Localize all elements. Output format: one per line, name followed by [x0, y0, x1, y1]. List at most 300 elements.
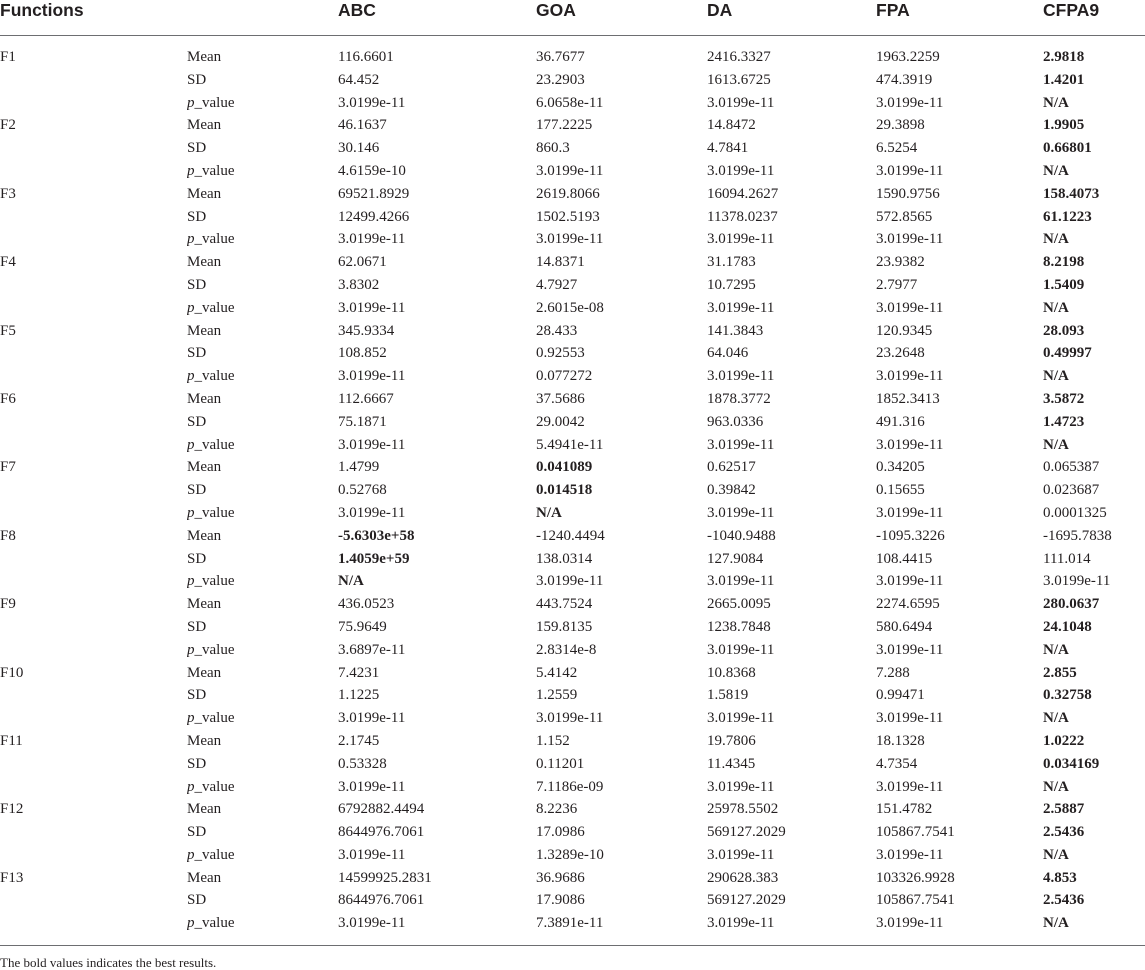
value-cell: 69521.8929 — [338, 185, 410, 202]
value-cell: 5.4142 — [536, 664, 578, 681]
stat-label-suffix: _value — [194, 846, 235, 863]
function-name-cell: F6 — [0, 390, 16, 407]
value-cell: 572.8565 — [876, 208, 933, 225]
value-cell: 4.7927 — [536, 276, 578, 293]
value-cell: 8.2198 — [1043, 254, 1085, 271]
table-row — [0, 434, 1145, 457]
value-cell: 138.0314 — [536, 550, 593, 567]
value-cell: 3.0199e-11 — [876, 231, 944, 248]
header-abc: ABC — [338, 0, 536, 36]
function-name-cell — [0, 137, 187, 160]
value-cell: 17.0986 — [536, 824, 585, 841]
function-name-cell: F7 — [0, 459, 16, 476]
stat-label-suffix: _value — [194, 915, 235, 932]
stat-label-cell: Mean — [187, 322, 222, 339]
value-cell: 1.0222 — [1043, 732, 1085, 749]
value-cell: 3.0199e-11 — [338, 710, 406, 727]
value-cell: 3.5872 — [1043, 390, 1085, 407]
stat-label-p: p — [187, 778, 195, 795]
value-cell: 3.6897e-11 — [338, 641, 406, 658]
header-stat — [187, 0, 338, 36]
table-row — [0, 365, 1145, 388]
value-cell: 2665.0095 — [707, 596, 771, 613]
value-cell: 4.7841 — [707, 140, 749, 157]
value-cell: N/A — [1043, 299, 1069, 316]
stat-label-cell: SD — [187, 892, 207, 909]
function-name-cell — [0, 502, 187, 525]
value-cell: 3.0199e-11 — [876, 710, 944, 727]
value-cell: 3.0199e-11 — [338, 368, 406, 385]
stat-label-cell — [187, 570, 338, 593]
value-cell: 4.6159e-10 — [338, 162, 406, 179]
value-cell: 3.0199e-11 — [707, 504, 775, 521]
value-cell: 3.0199e-11 — [338, 436, 406, 453]
function-name-cell — [0, 639, 187, 662]
value-cell: 151.4782 — [876, 801, 933, 818]
value-cell: 569127.2029 — [707, 892, 786, 909]
stat-label-suffix: _value — [194, 504, 235, 521]
table-row — [0, 753, 1145, 776]
value-cell: 6792882.4494 — [338, 801, 425, 818]
value-cell: 4.7354 — [876, 755, 918, 772]
function-name-cell — [0, 434, 187, 457]
table-body — [0, 36, 1145, 946]
function-name-cell — [0, 365, 187, 388]
value-cell: 14.8371 — [536, 254, 585, 271]
value-cell: 23.2648 — [876, 345, 925, 362]
value-cell: 108.852 — [338, 345, 387, 362]
value-cell: 0.92553 — [536, 345, 585, 362]
stat-label-cell — [187, 776, 338, 799]
function-name-cell — [0, 69, 187, 92]
value-cell: 0.49997 — [1043, 345, 1092, 362]
stat-label-cell: SD — [187, 755, 207, 772]
table-row — [0, 502, 1145, 525]
function-name-cell — [0, 92, 187, 115]
value-cell: 3.0199e-11 — [338, 94, 406, 111]
value-cell: 3.0199e-11 — [876, 778, 944, 795]
value-cell: 2.7977 — [876, 276, 918, 293]
function-name-cell — [0, 342, 187, 365]
stat-label-cell: Mean — [187, 664, 222, 681]
value-cell: 0.0001325 — [1043, 504, 1107, 521]
stat-label-suffix: _value — [194, 162, 235, 179]
value-cell: 105867.7541 — [876, 892, 955, 909]
value-cell: 0.034169 — [1043, 755, 1100, 772]
stat-label-p: p — [187, 299, 195, 316]
stat-label-cell: Mean — [187, 117, 222, 134]
table-row — [0, 411, 1145, 434]
table-row — [0, 388, 1145, 411]
table-row — [0, 456, 1145, 479]
value-cell: 443.7524 — [536, 596, 593, 613]
value-cell: 345.9334 — [338, 322, 395, 339]
value-cell: N/A — [1043, 436, 1069, 453]
value-cell: N/A — [338, 573, 364, 590]
value-cell: 75.9649 — [338, 618, 387, 635]
value-cell: 0.077272 — [536, 368, 593, 385]
stat-label-p: p — [187, 846, 195, 863]
stat-label-suffix: _value — [194, 436, 235, 453]
function-name-cell — [0, 844, 187, 867]
function-name-cell — [0, 297, 187, 320]
value-cell: 1852.3413 — [876, 390, 940, 407]
function-name-cell — [0, 684, 187, 707]
header-fpa: FPA — [876, 0, 1043, 36]
value-cell: 12499.4266 — [338, 208, 410, 225]
stat-label-cell: Mean — [187, 869, 222, 886]
value-cell: 3.0199e-11 — [876, 504, 944, 521]
value-cell: N/A — [1043, 641, 1069, 658]
function-name-cell: F11 — [0, 732, 23, 749]
function-name-cell — [0, 479, 187, 502]
value-cell: 3.0199e-11 — [876, 641, 944, 658]
value-cell: 3.0199e-11 — [338, 846, 406, 863]
value-cell: 1.4799 — [338, 459, 380, 476]
value-cell: 436.0523 — [338, 596, 395, 613]
value-cell: 14.8472 — [707, 117, 756, 134]
table-row — [0, 844, 1145, 867]
value-cell: 8644976.7061 — [338, 892, 425, 909]
value-cell: 2.855 — [1043, 664, 1077, 681]
value-cell: 120.9345 — [876, 322, 933, 339]
value-cell: 4.853 — [1043, 869, 1077, 886]
value-cell: N/A — [1043, 94, 1069, 111]
stat-label-p: p — [187, 641, 195, 658]
value-cell: 491.316 — [876, 413, 925, 430]
stat-label-p: p — [187, 436, 195, 453]
value-cell: 2.5887 — [1043, 801, 1085, 818]
value-cell: 3.0199e-11 — [707, 299, 775, 316]
value-cell: N/A — [1043, 162, 1069, 179]
stat-label-cell: SD — [187, 824, 207, 841]
value-cell: 569127.2029 — [707, 824, 786, 841]
value-cell: 3.0199e-11 — [536, 231, 604, 248]
stat-label-p: p — [187, 915, 195, 932]
function-name-cell — [0, 570, 187, 593]
table-row — [0, 92, 1145, 115]
stat-label-p: p — [187, 368, 195, 385]
function-name-cell: F2 — [0, 117, 16, 134]
function-name-cell: F3 — [0, 185, 16, 202]
table-row — [0, 707, 1145, 730]
stat-label-suffix: _value — [194, 778, 235, 795]
value-cell: N/A — [1043, 912, 1145, 945]
table-row — [0, 206, 1145, 229]
value-cell: 36.9686 — [536, 869, 585, 886]
value-cell: 3.0199e-11 — [876, 436, 944, 453]
function-name-cell — [0, 274, 187, 297]
value-cell: 5.4941e-11 — [536, 436, 604, 453]
value-cell: 3.0199e-11 — [876, 94, 944, 111]
table-header — [0, 0, 1145, 36]
stat-label-p: p — [187, 162, 195, 179]
value-cell: 28.433 — [536, 322, 578, 339]
header-goa: GOA — [536, 0, 707, 36]
value-cell: 25978.5502 — [707, 801, 779, 818]
table-row — [0, 479, 1145, 502]
value-cell: 158.4073 — [1043, 185, 1100, 202]
value-cell: 580.6494 — [876, 618, 933, 635]
value-cell: 0.15655 — [876, 482, 925, 499]
stat-label-cell: Mean — [187, 732, 222, 749]
value-cell: 0.34205 — [876, 459, 925, 476]
value-cell: 0.66801 — [1043, 140, 1092, 157]
value-cell: 18.1328 — [876, 732, 925, 749]
function-name-cell — [0, 821, 187, 844]
table-footnote: The bold values indicates the best results. — [0, 955, 217, 970]
value-cell: 1.5409 — [1043, 276, 1085, 293]
stat-label-cell: SD — [187, 550, 207, 567]
value-cell: 3.0199e-11 — [707, 94, 775, 111]
value-cell: 11.4345 — [707, 755, 756, 772]
value-cell: 28.093 — [1043, 322, 1085, 339]
table-row — [0, 662, 1145, 685]
value-cell: -1040.9488 — [707, 527, 776, 544]
table-row — [0, 570, 1145, 593]
value-cell: 2.5436 — [1043, 892, 1085, 909]
function-name-cell: F10 — [0, 664, 24, 681]
table-row — [0, 684, 1145, 707]
value-cell: 61.1223 — [1043, 208, 1092, 225]
value-cell: 3.0199e-11 — [338, 504, 406, 521]
value-cell: 1.9905 — [1043, 117, 1085, 134]
value-cell: 3.0199e-11 — [876, 846, 944, 863]
value-cell: 75.1871 — [338, 413, 387, 430]
value-cell: 1963.2259 — [876, 49, 940, 65]
value-cell: 3.0199e-11 — [707, 231, 775, 248]
value-cell: 1.2559 — [536, 687, 578, 704]
stat-label-cell: SD — [187, 618, 207, 635]
value-cell: 0.39842 — [707, 482, 756, 499]
stat-label-p: p — [187, 573, 195, 590]
function-name-cell — [0, 753, 187, 776]
value-cell: 46.1637 — [338, 117, 387, 134]
value-cell: 17.9086 — [536, 892, 585, 909]
table-row — [0, 548, 1145, 571]
table-row — [0, 776, 1145, 799]
value-cell: 7.1186e-09 — [536, 778, 604, 795]
function-name-cell — [0, 776, 187, 799]
table-row — [0, 251, 1145, 274]
stat-label-cell: Mean — [187, 390, 222, 407]
stat-label-cell — [187, 297, 338, 320]
value-cell: 10.7295 — [707, 276, 756, 293]
value-cell: 30.146 — [338, 140, 380, 157]
stat-label-p: p — [187, 94, 195, 111]
stat-label-cell: SD — [187, 687, 207, 704]
value-cell: 159.8135 — [536, 618, 593, 635]
value-cell: 3.0199e-11 — [707, 710, 775, 727]
header-cfpa9: CFPA9 — [1043, 0, 1145, 36]
value-cell: 112.6667 — [338, 390, 394, 407]
stat-label-suffix: _value — [194, 573, 235, 590]
value-cell: 177.2225 — [536, 117, 593, 134]
stat-label-cell — [187, 92, 338, 115]
stat-label-p: p — [187, 710, 195, 727]
function-name-cell — [0, 411, 187, 434]
stat-label-cell: SD — [187, 140, 207, 157]
stat-label-cell — [187, 502, 338, 525]
value-cell: 1.4201 — [1043, 71, 1085, 88]
value-cell: 3.0199e-11 — [876, 162, 944, 179]
header-functions: Functions — [0, 0, 187, 36]
value-cell: 1.5819 — [707, 687, 749, 704]
table-row — [0, 798, 1145, 821]
function-name-cell: F4 — [0, 254, 16, 271]
value-cell: 64.452 — [338, 71, 380, 88]
function-name-cell: F5 — [0, 322, 16, 339]
stat-label-cell — [187, 639, 338, 662]
value-cell: 8.2236 — [536, 801, 578, 818]
stat-label-suffix: _value — [194, 231, 235, 248]
value-cell: 3.0199e-11 — [338, 299, 406, 316]
value-cell: 1.3289e-10 — [536, 846, 604, 863]
value-cell: N/A — [1043, 846, 1069, 863]
value-cell: 3.0199e-11 — [707, 162, 775, 179]
value-cell: 963.0336 — [707, 413, 764, 430]
value-cell: 141.3843 — [707, 322, 764, 339]
value-cell: 3.0199e-11 — [536, 162, 604, 179]
stat-label-p: p — [187, 231, 195, 248]
stat-label-cell: Mean — [187, 254, 222, 271]
value-cell: 1238.7848 — [707, 618, 771, 635]
stat-label-cell: SD — [187, 345, 207, 362]
value-cell: 0.11201 — [536, 755, 585, 772]
function-name-cell — [0, 206, 187, 229]
value-cell: 24.1048 — [1043, 618, 1092, 635]
value-cell: 0.53328 — [338, 755, 387, 772]
value-cell: 3.0199e-11 — [707, 368, 775, 385]
value-cell: 3.0199e-11 — [1043, 573, 1111, 590]
value-cell: 3.0199e-11 — [876, 368, 944, 385]
value-cell: 3.0199e-11 — [707, 573, 775, 590]
value-cell: 103326.9928 — [876, 869, 955, 886]
value-cell: 0.52768 — [338, 482, 387, 499]
value-cell: N/A — [1043, 231, 1069, 248]
value-cell: N/A — [536, 504, 562, 521]
table-row — [0, 114, 1145, 137]
function-name-cell: F1 — [0, 49, 16, 65]
table-row — [0, 342, 1145, 365]
stat-label-cell — [187, 228, 338, 251]
value-cell: 2.5436 — [1043, 824, 1085, 841]
value-cell: 3.0199e-11 — [876, 912, 1043, 945]
value-cell: N/A — [1043, 710, 1069, 727]
function-name-cell: F8 — [0, 527, 16, 544]
stat-label-cell: Mean — [187, 459, 222, 476]
stat-label-cell: Mean — [187, 801, 222, 818]
stat-label-suffix: _value — [194, 299, 235, 316]
value-cell: 0.065387 — [1043, 459, 1100, 476]
value-cell: 3.0199e-11 — [876, 573, 944, 590]
value-cell: N/A — [1043, 778, 1069, 795]
value-cell: 37.5686 — [536, 390, 585, 407]
value-cell: N/A — [1043, 368, 1069, 385]
value-cell: 1613.6725 — [707, 71, 771, 88]
stat-label-cell — [187, 912, 338, 945]
value-cell: 108.4415 — [876, 550, 933, 567]
table-row — [0, 160, 1145, 183]
function-name-cell — [0, 889, 187, 912]
value-cell: 1.1225 — [338, 687, 380, 704]
header-da: DA — [707, 0, 876, 36]
value-cell: 64.046 — [707, 345, 749, 362]
value-cell: 3.0199e-11 — [707, 912, 876, 945]
value-cell: 2.9818 — [1043, 49, 1085, 65]
value-cell: 290628.383 — [707, 869, 779, 886]
value-cell: 6.0658e-11 — [536, 94, 604, 111]
stat-label-p: p — [187, 504, 195, 521]
stat-label-cell: SD — [187, 482, 207, 499]
table-row — [0, 593, 1145, 616]
value-cell: 16094.2627 — [707, 185, 779, 202]
function-name-cell: F9 — [0, 596, 16, 613]
stat-label-cell: SD — [187, 71, 207, 88]
table-row — [0, 639, 1145, 662]
stat-label-cell: Mean — [187, 596, 222, 613]
table-row — [0, 730, 1145, 753]
table-row — [0, 889, 1145, 912]
value-cell: 19.7806 — [707, 732, 756, 749]
value-cell: 62.0671 — [338, 254, 387, 271]
value-cell: 23.9382 — [876, 254, 925, 271]
value-cell: 111.014 — [1043, 550, 1091, 567]
function-name-cell — [0, 616, 187, 639]
stat-label-cell: SD — [187, 276, 207, 293]
value-cell: 29.0042 — [536, 413, 585, 430]
value-cell: 7.288 — [876, 664, 910, 681]
stat-label-cell: SD — [187, 413, 207, 430]
table-row — [0, 616, 1145, 639]
value-cell: 2416.3327 — [707, 49, 771, 65]
stat-label-cell — [187, 707, 338, 730]
value-cell: 8644976.7061 — [338, 824, 425, 841]
stat-label-cell: Mean — [187, 527, 222, 544]
value-cell: 860.3 — [536, 140, 570, 157]
value-cell: -5.6303e+58 — [338, 527, 415, 544]
value-cell: 3.0199e-11 — [338, 912, 536, 945]
value-cell: 116.6601 — [338, 49, 394, 65]
stat-label-cell: Mean — [187, 185, 222, 202]
header-row — [0, 0, 1145, 36]
value-cell: 1590.9756 — [876, 185, 940, 202]
function-name-cell — [0, 228, 187, 251]
table-row — [0, 821, 1145, 844]
value-cell: 3.0199e-11 — [536, 573, 604, 590]
value-cell: 36.7677 — [536, 49, 585, 65]
stat-label-suffix: _value — [194, 368, 235, 385]
stat-label-suffix: _value — [194, 710, 235, 727]
value-cell: 23.2903 — [536, 71, 585, 88]
value-cell: 2.8314e-8 — [536, 641, 597, 658]
function-name-cell: F12 — [0, 801, 24, 818]
value-cell: 2274.6595 — [876, 596, 940, 613]
value-cell: 280.0637 — [1043, 596, 1100, 613]
stat-label-cell: Mean — [187, 49, 222, 65]
value-cell: 127.9084 — [707, 550, 764, 567]
table-row — [0, 36, 1145, 69]
value-cell: 474.3919 — [876, 71, 933, 88]
value-cell: 3.8302 — [338, 276, 380, 293]
value-cell: 1502.5193 — [536, 208, 600, 225]
function-name-cell: F13 — [0, 869, 24, 886]
value-cell: 7.4231 — [338, 664, 380, 681]
value-cell: 3.0199e-11 — [338, 778, 406, 795]
value-cell: 0.62517 — [707, 459, 756, 476]
value-cell: 10.8368 — [707, 664, 756, 681]
table-row — [0, 137, 1145, 160]
